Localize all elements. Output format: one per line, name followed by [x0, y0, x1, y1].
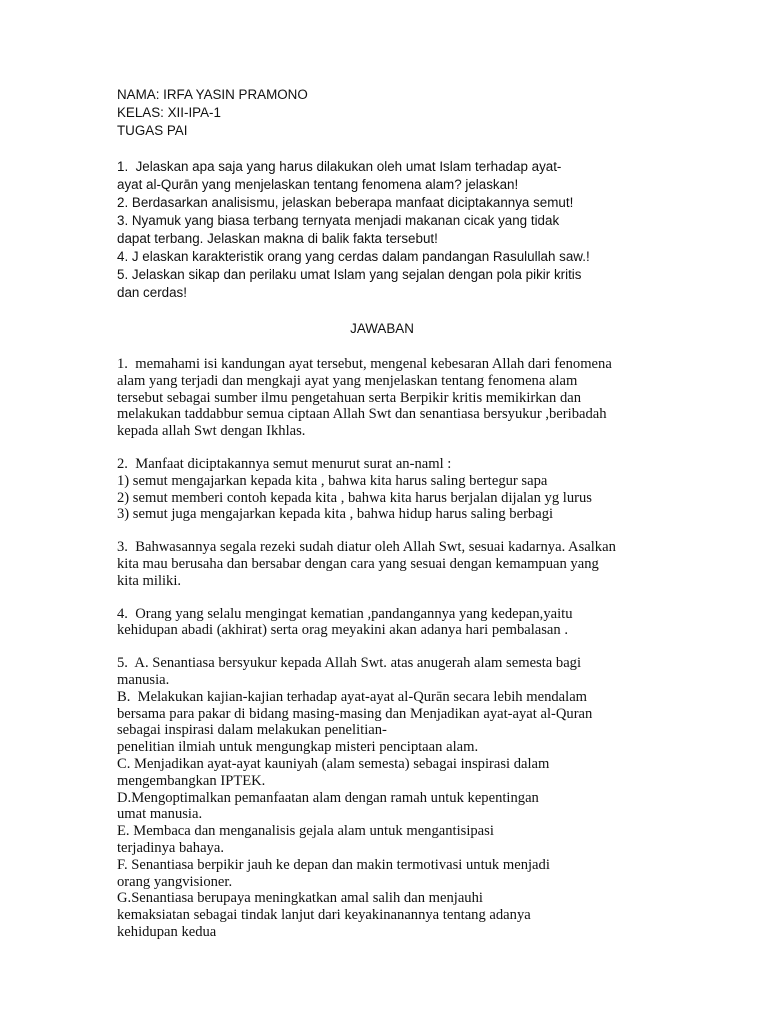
answer-line: kehidupan abadi (akhirat) serta orag meyakini akan adanya hari pembalasan .	[117, 622, 568, 639]
assignment-title: TUGAS PAI	[117, 123, 188, 138]
question-line: 1. Jelaskan apa saja yang harus dilakukan oleh umat Islam terhadap ayat-	[117, 159, 562, 174]
answer-line: F. Senantiasa berpikir jauh ke depan dan makin termotivasi untuk menjadi	[117, 856, 550, 873]
answer-line: D.Mengoptimalkan pemanfaatan alam dengan ramah untuk kepentingan	[117, 789, 539, 806]
question-line: 2. Berdasarkan analisismu, jelaskan beberapa manfaat diciptakannya semut!	[117, 195, 574, 210]
answer-line: B. Melakukan kajian-kajian terhadap ayat-ayat al-Qurān secara lebih mendalam	[117, 688, 588, 705]
student-name: NAMA: IRFA YASIN PRAMONO	[117, 87, 308, 102]
answer-line: kita mau berusaha dan bersabar dengan cara yang sesuai dengan kemampuan yang	[117, 555, 599, 572]
answer-line: bersama para pakar di bidang masing-masing dan Menjadikan ayat-ayat al-Quran	[117, 705, 593, 722]
answer-line: 1. memahami isi kandungan ayat tersebut, mengenal kebesaran Allah dari fenomena	[117, 356, 612, 372]
document-page	[117, 86, 657, 941]
answer-2	[117, 456, 657, 523]
question-line: ayat al-Qurān yang menjelaskan tentang fenomena alam? jelaskan!	[117, 177, 519, 192]
student-info	[117, 86, 657, 140]
questions-block	[117, 158, 657, 302]
answer-3	[117, 539, 657, 589]
answer-line: umat manusia.	[117, 806, 203, 823]
answer-line: kemaksiatan sebagai tindak lanjut dari keyakinanannya tentang adanya	[117, 907, 531, 924]
answer-line: alam yang terjadi dan mengkaji ayat yang menjelaskan tentang fenomena alam	[117, 372, 578, 389]
answer-line: sebagai inspirasi dalam melakukan penelitian-	[117, 722, 387, 739]
answer-line: kita miliki.	[117, 572, 182, 589]
answer-line: kepada allah Swt dengan Ikhlas.	[117, 423, 306, 440]
answer-line: 5. A. Senantiasa bersyukur kepada Allah Swt. atas anugerah alam semesta bagi	[117, 655, 582, 672]
question-line: dan cerdas!	[117, 285, 187, 300]
student-class: KELAS: XII-IPA-1	[117, 105, 221, 120]
answer-line: 2. Manfaat diciptakannya semut menurut surat an-naml :	[117, 455, 452, 472]
answer-line: terjadinya bahaya.	[117, 839, 224, 856]
answer-line: melakukan taddabbur semua ciptaan Allah Swt dan senantiasa bersyukur ,beribadah	[117, 406, 607, 423]
answer-line: 2) semut memberi contoh kepada kita , bahwa kita harus berjalan dijalan yg lurus	[117, 489, 592, 506]
answer-line: 1) semut mengajarkan kepada kita , bahwa kita harus saling bertegur sapa	[117, 472, 548, 489]
answers-heading: JAWABAN	[350, 321, 414, 336]
answer-line: orang yangvisioner.	[117, 873, 233, 890]
question-line: 3. Nyamuk yang biasa terbang ternyata menjadi makanan cicak yang tidak	[117, 213, 560, 228]
answer-line: E. Membaca dan menganalisis gejala alam untuk mengantisipasi	[117, 823, 494, 840]
answer-line: penelitian ilmiah untuk mengungkap misteri penciptaan alam.	[117, 739, 479, 756]
answer-line: kehidupan kedua	[117, 923, 217, 940]
answer-line: 3) semut juga mengajarkan kepada kita , bahwa hidup harus saling berbagi	[117, 506, 554, 523]
question-line: 4. J elaskan karakteristik orang yang cerdas dalam pandangan Rasulullah saw.!	[117, 249, 590, 264]
answer-5	[117, 655, 657, 941]
answer-line: manusia.	[117, 671, 170, 688]
answer-line: 4. Orang yang selalu mengingat kematian ,pandangannya yang kedepan,yaitu	[117, 605, 573, 622]
answer-line: mengembangkan IPTEK.	[117, 772, 266, 789]
answer-1	[117, 356, 657, 440]
answer-line: 3. Bahwasannya segala rezeki sudah diatur oleh Allah Swt, sesuai kadarnya. Asalkan	[117, 539, 616, 556]
answer-4	[117, 606, 657, 640]
question-line: 5. Jelaskan sikap dan perilaku umat Islam yang sejalan dengan pola pikir kritis	[117, 267, 582, 282]
answer-line: G.Senantiasa berupaya meningkatkan amal salih dan menjauhi	[117, 890, 483, 907]
answer-line: tersebut sebagai sumber ilmu pengetahuan serta Berpikir kritis memikirkan dan	[117, 389, 582, 406]
answer-line: C. Menjadikan ayat-ayat kauniyah (alam semesta) sebagai inspirasi dalam	[117, 755, 550, 772]
question-line: dapat terbang. Jelaskan makna di balik fakta tersebut!	[117, 231, 438, 246]
